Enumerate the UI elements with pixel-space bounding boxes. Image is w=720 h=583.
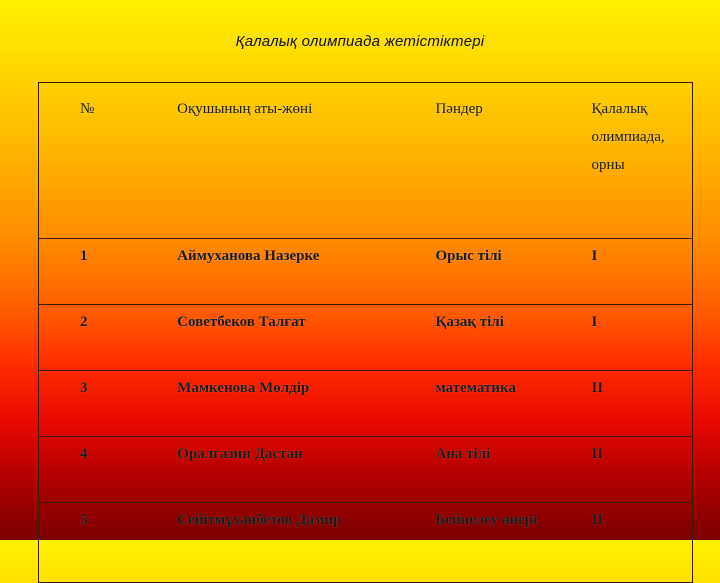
- cell-number: 3: [39, 371, 178, 437]
- table-row: [39, 437, 693, 503]
- table-row: [39, 503, 693, 583]
- cell-subject: Орыс тілі: [435, 239, 591, 305]
- results-table: [38, 82, 693, 583]
- cell-place: II: [592, 437, 693, 503]
- header-subjects: Пәндер: [435, 83, 591, 239]
- table-header-row: [39, 83, 693, 239]
- cell-subject: математика: [435, 371, 591, 437]
- cell-number: 2: [39, 305, 178, 371]
- cell-subject: Бейнелеу өнері: [435, 503, 591, 583]
- header-student-name: Оқушының аты-жөні: [177, 83, 435, 239]
- cell-student-name: Оралгазин Дастан: [177, 437, 435, 503]
- cell-number: 5: [39, 503, 178, 583]
- header-number: №: [39, 83, 178, 239]
- cell-place: II: [592, 503, 693, 583]
- cell-student-name: Мамкенова Мөлдір: [177, 371, 435, 437]
- cell-subject: Қазақ тілі: [435, 305, 591, 371]
- table-row: [39, 371, 693, 437]
- cell-student-name: Аймуханова Назерке: [177, 239, 435, 305]
- cell-place: II: [592, 371, 693, 437]
- cell-place: I: [592, 305, 693, 371]
- cell-number: 4: [39, 437, 178, 503]
- cell-student-name: Сейітмұханбетов Дамир: [177, 503, 435, 583]
- slide-title: Қалалық олимпиада жетістіктері: [235, 33, 485, 50]
- cell-place: I: [592, 239, 693, 305]
- cell-subject: Ана тілі: [435, 437, 591, 503]
- table-row: [39, 239, 693, 305]
- cell-number: 1: [39, 239, 178, 305]
- header-olympiad-place: Қалалық олимпиада, орны: [592, 83, 693, 239]
- cell-student-name: Советбеков Талғат: [177, 305, 435, 371]
- table-row: [39, 305, 693, 371]
